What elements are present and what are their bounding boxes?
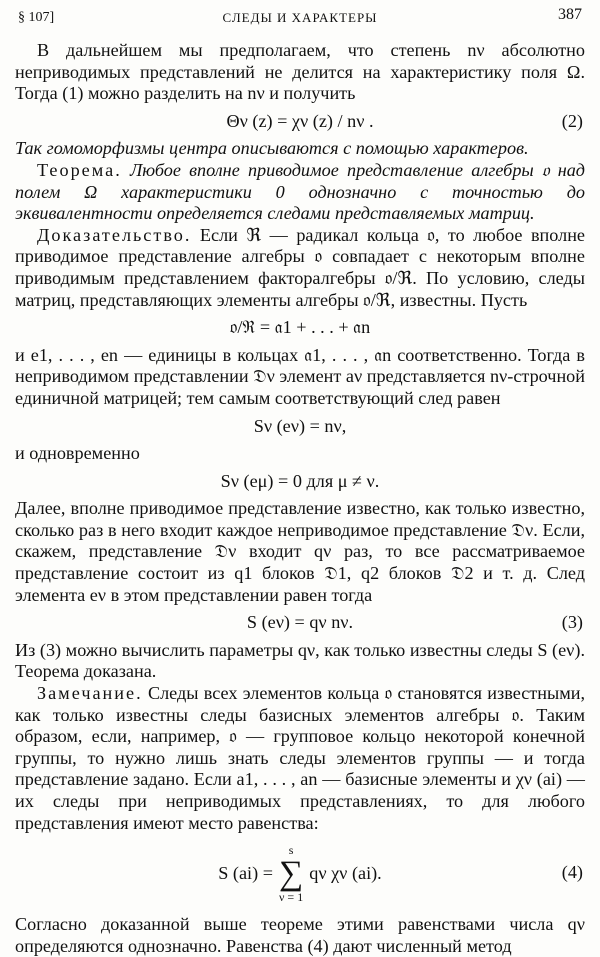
equation-2-formula: Θν (z) = χν (z) / nν . [226,110,374,131]
theorem [15,160,585,225]
running-header [18,6,582,32]
homomorphisms-text: Так гомоморфизмы центра описываются с помощью характеров. [15,138,529,159]
theorem-label: Теорема. [37,159,122,180]
running-title: СЛЕДЫ И ХАРАКТЕРЫ [222,10,378,25]
proof-text: Если ℜ — радикал кольца 𝔬, то любое вполне приводимое представление алгебры 𝔬 совпадает с некоторым вполне приводимым представлением факторалгебры 𝔬/ℜ. По условию, следы матриц, представляющих элементы алгебры 𝔬/ℜ, известны. Пусть [15,224,585,310]
summation [279,844,303,904]
paragraph-conclusion: Из (3) можно вычислить параметры qν, как только известны следы S (eν). Теорема доказана. [15,639,585,682]
equation-trace-2 [15,471,585,493]
remark [15,683,585,834]
equation-3-number: (3) [561,612,583,633]
remark-text: Следы всех элементов кольца 𝔬 становятся известными, как только известны следы базисных элементов алгебры 𝔬. Таким образом, если, например, 𝔬 — групповое кольцо некоторой конечной группы, то нужно лишь знать следы элементов группы — и тогда представление задано. Если a1, . . . , an — базисные элементы и χν (ai) — их следы при неприводимых представлениях, то для любого представления имеют место равенства: [15,683,585,833]
equation-4 [15,838,585,910]
section-marker: § 107] [18,10,55,25]
equation-decomposition-formula: 𝔬/ℜ = 𝔞1 + . . . + 𝔞n [229,317,371,338]
equation-4-number: (4) [561,862,583,883]
equation-4-right: qν χν (ai). [309,863,382,884]
summation-upper-limit: s [288,843,294,858]
equation-3 [15,612,585,634]
equation-trace-1 [15,416,585,438]
equation-2 [15,111,585,133]
equation-trace-2-formula: Sν (eμ) = 0 для μ ≠ ν. [220,470,380,491]
page-body [15,40,585,957]
equation-2-number: (2) [561,110,583,131]
equation-trace-1-formula: Sν (eν) = nν, [253,415,347,436]
paragraph-homomorphisms [15,138,585,160]
proof [15,225,585,311]
page-number: 387 [558,6,582,23]
paragraph-intro: В дальнейшем мы предполагаем, что степень nν абсолютно неприводимых представлений не делится на характеристику поля Ω. Тогда (1) можно разделить на nν и получить [15,40,585,104]
equation-decomposition [15,317,585,339]
equation-3-formula: S (eν) = qν nν. [246,612,354,633]
remark-label: Замечание. [37,683,143,704]
equation-4-left: S (ai) = [218,863,273,884]
paragraph-multiplicity: Далее, вполне приводимое представление известно, как только известно, сколько раз в него входит каждое неприводимое представление 𝔇ν. Если, скажем, представление 𝔇ν входит qν раз, то все рассматриваемое представление состоит из q1 блоков 𝔇1, q2 блоков 𝔇2 и т. д. След элемента eν в этом представлении равен тогда [15,498,585,605]
summation-lower-limit: ν = 1 [279,890,304,905]
paragraph-simultaneously: и одновременно [15,443,140,464]
paragraph-final: Согласно доказанной выше теореме этими равенствами числа qν определяются однозначно. Равенства (4) дают численный метод [15,914,585,956]
proof-label: Доказательство. [37,224,192,245]
paragraph-units: и e1, . . . , en — единицы в кольцах 𝔞1, . . . , 𝔞n соответственно. Тогда в неприводимом представлении 𝔇ν элемент aν представляется nν-строчной единичной матрицей; тем самым соответствующий след равен [15,344,585,408]
theorem-text: Любое вполне приводимое представление алгебры 𝔬 над полем Ω характеристики 0 однозначно с точностью до эквивалентности определяется следами представляемых матриц. [15,159,586,224]
summation-symbol: ∑ [278,855,304,893]
